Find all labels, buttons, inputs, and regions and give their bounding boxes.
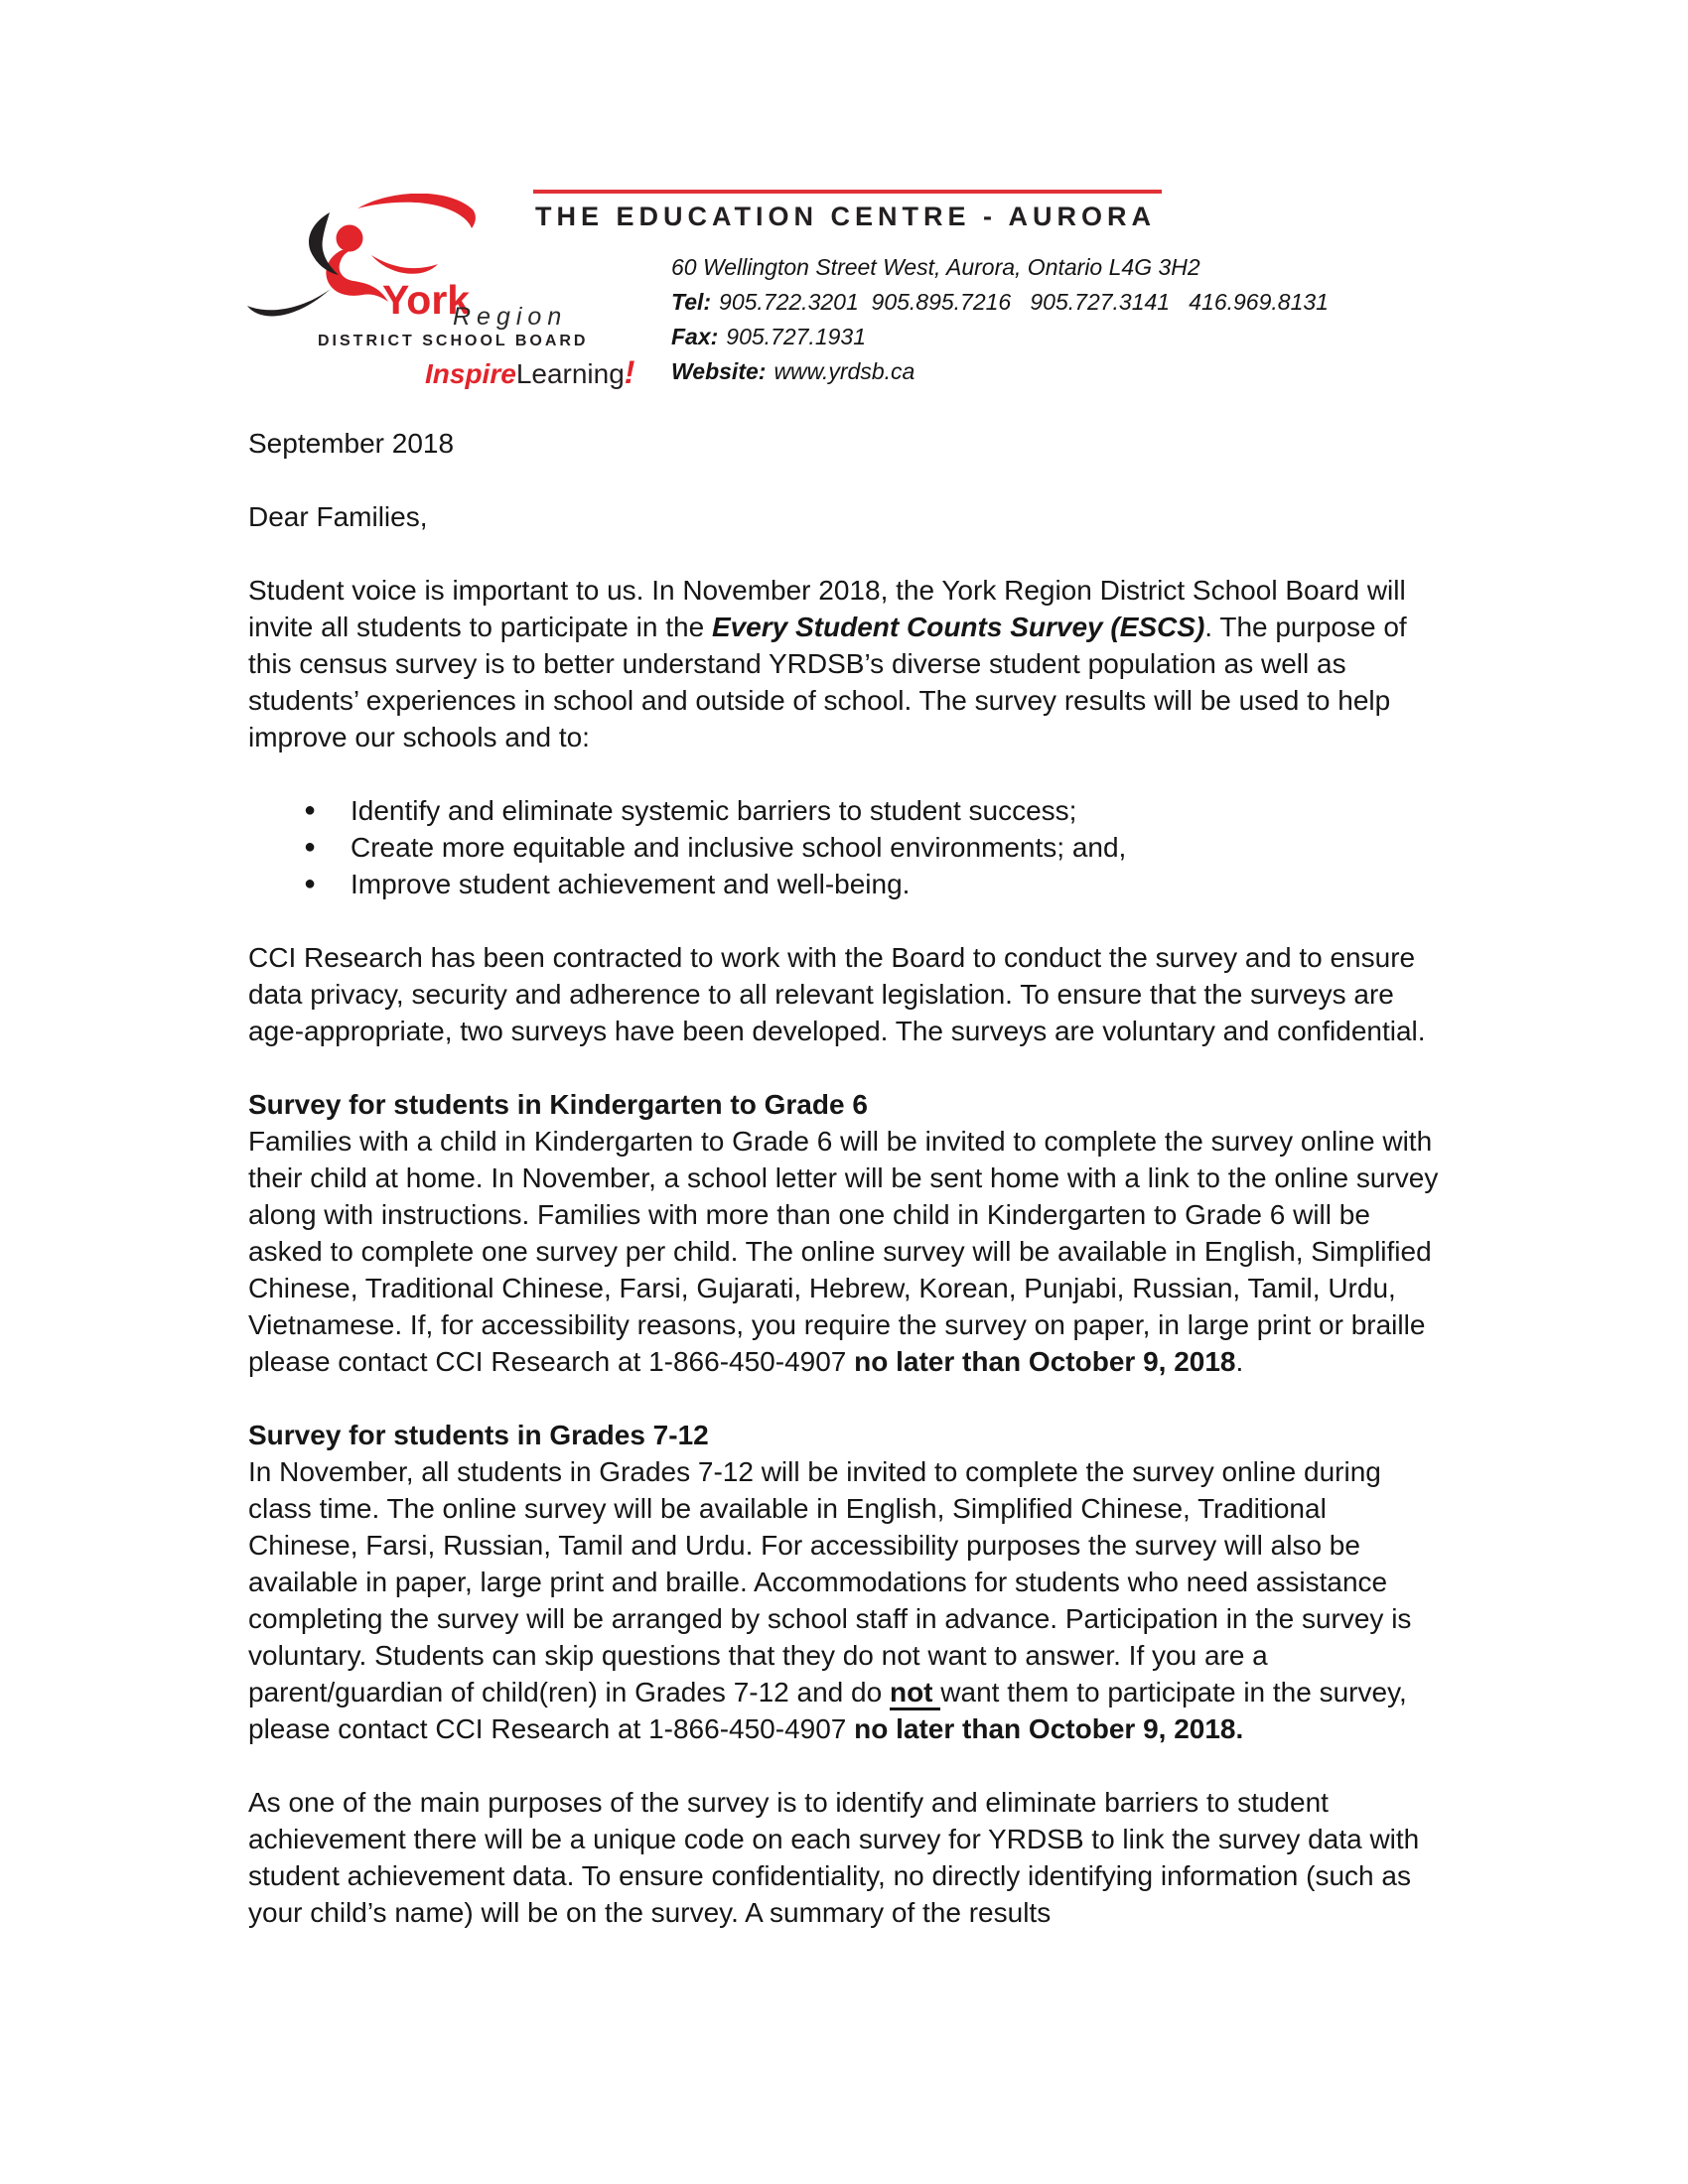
section-k6-paragraph [248,1123,1440,1380]
website-line [671,354,1329,389]
not-emphasis: not [890,1677,940,1710]
tel-line [671,285,1329,320]
k6-body-text: Families with a child in Kindergarten to Grade 6 will be invited to complete the survey online with their child at home. In November, a school letter will be sent home with a link to the online survey along with instructions. Families with more than one child in Kindergarten to Grade 6 will be asked to complete one survey per child. The online survey will be available in English, Simplified Chinese, Traditional Chinese, Farsi, Gujarati, Hebrew, Korean, Punjabi, Russian, Tamil, Urdu, Vietnamese. If, for accessibility reasons, you require the survey on paper, in large print or braille please contact CCI Research at 1-866-450-4907 [248,1126,1439,1377]
letter-body [248,425,1440,1968]
k6-deadline-emphasis: no later than October 9, 2018 [854,1346,1236,1377]
address-line: 60 Wellington Street West, Aurora, Ontario L4G 3H2 [671,254,1200,280]
letter-date: September 2018 [248,428,455,459]
list-item: ● Create more equitable and inclusive school environments; and, [248,829,1440,866]
list-item: ● Improve student achievement and well-being. [248,866,1440,902]
g712-deadline-emphasis: no later than October 9, 2018. [854,1713,1244,1744]
logo-district-text: DISTRICT SCHOOL BOARD [318,333,589,349]
list-item: ● Identify and eliminate systemic barriers to student success; [248,792,1440,829]
website-url: www.yrdsb.ca [774,358,915,384]
cci-research-paragraph: CCI Research has been contracted to work with the Board to conduct the survey and to ensure data privacy, security and adherence to all relevant legislation. To ensure that the surveys are age-appropriate, two surveys have been developed. The surveys are voluntary and confidential. [248,942,1426,1046]
fax-number: 905.727.1931 [726,324,866,349]
g712-body-text-2: want them to participate in the survey, please contact CCI Research at 1-866-450-4907 [248,1677,1407,1744]
intro-paragraph [248,572,1440,755]
logo-region-text: Region [453,303,568,331]
closing-paragraph: As one of the main purposes of the survey is to identify and eliminate barriers to student achievement there will be a unique code on each survey for YRDSB to link the survey data with student achievement data. To ensure confidentiality, no directly identifying information (such as your child’s name) will be on the survey. A summary of the results [248,1787,1420,1928]
intro-segment-1: Student voice is important to us. In November 2018, the York Region District School Board will invite all students to participate in the [248,575,1406,642]
tel-label: Tel: [671,289,712,315]
section-g712-heading: Survey for students in Grades 7-12 [248,1420,709,1450]
logo-tagline [425,354,634,391]
fax-line [671,320,1329,354]
section-k6-heading: Survey for students in Kindergarten to Grade 6 [248,1089,868,1120]
section-kindergarten-grade6 [248,1086,1440,1380]
section-g712-paragraph [248,1453,1440,1747]
education-centre-title: THE EDUCATION CENTRE - AURORA [535,202,1156,231]
logo-inspire-text: Inspire [425,358,516,389]
intro-segment-2: . The purpose of this census survey is to better understand YRDSB’s diverse student population as well as students’ experiences in school and outside of school. The survey results will be used to help improve our schools and to: [248,612,1407,752]
g712-body-text-1: In November, all students in Grades 7-12 will be invited to complete the survey online during class time. The online survey will be available in English, Simplified Chinese, Traditional Chinese, Farsi, Russian, Tamil and Urdu. For accessibility purposes the survey will also be available in paper, large print and braille. Accommodations for students who need assistance completing the survey will be arranged by school staff in advance. Participation in the survey is voluntary. Students can skip questions that they do not want to answer. If you are a parent/guardian of child(ren) in Grades 7-12 and do [248,1456,1412,1707]
fax-label: Fax: [671,324,719,349]
tel-numbers: 905.722.3201 905.895.7216 905.727.3141 416.969.8131 [719,289,1329,315]
contact-block [671,250,1329,389]
k6-after-deadline: . [1235,1346,1244,1377]
section-grades7-12 [248,1417,1440,1747]
website-label: Website: [671,358,767,384]
salutation: Dear Families, [248,501,428,532]
survey-name-emphasis: Every Student Counts Survey (ESCS) [711,612,1205,642]
logo-york-text: York [382,277,471,323]
survey-goals-list [248,792,1440,902]
logo-learning-text: Learning [515,358,625,389]
logo-exclamation-mark: ! [624,354,635,390]
red-rule-divider [533,190,1162,194]
